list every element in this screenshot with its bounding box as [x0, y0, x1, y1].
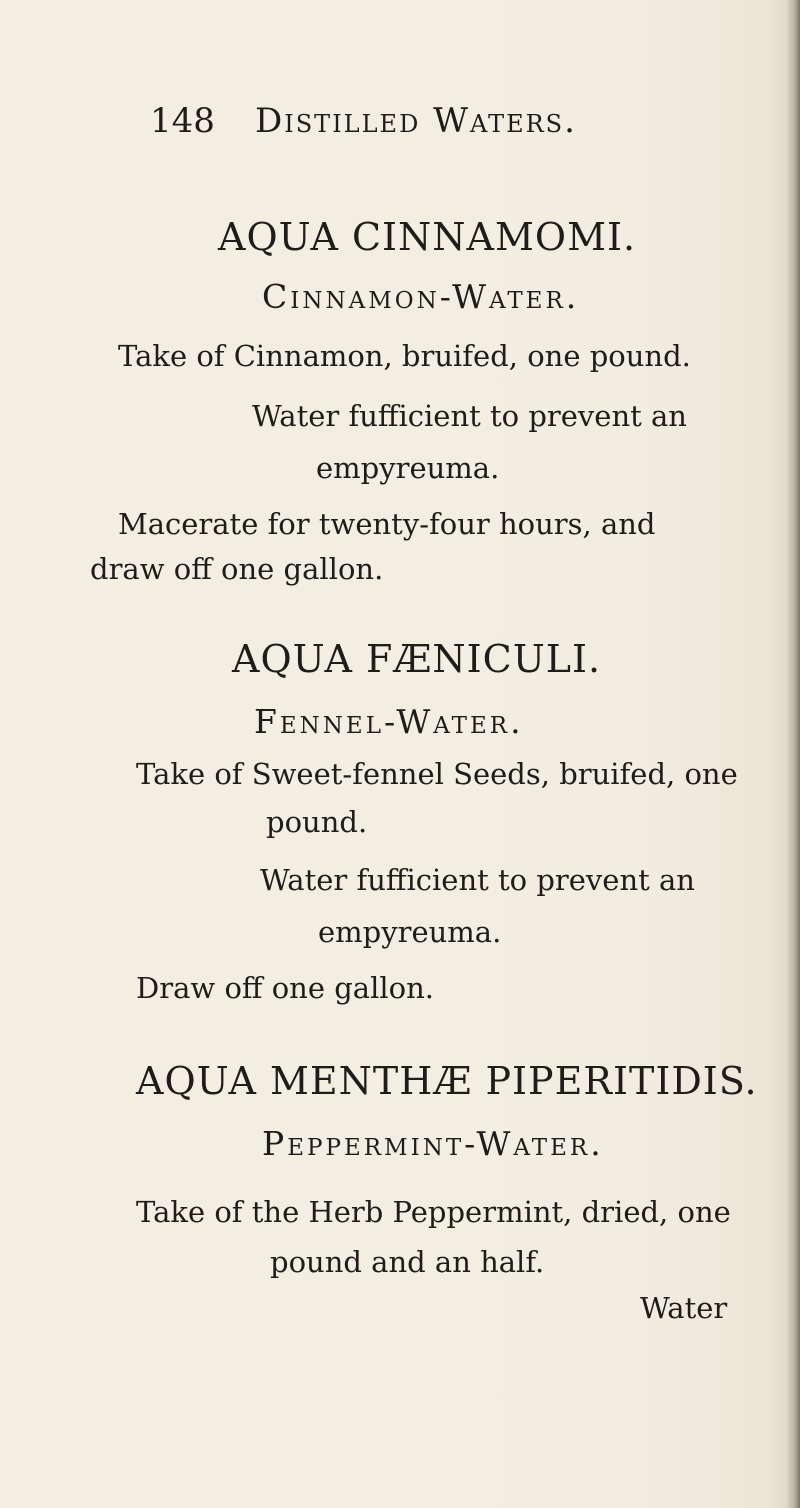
- section-subtitle-peppermint-water: Peppermint-Water.: [262, 1124, 604, 1163]
- recipe-line: pound and an half.: [270, 1245, 545, 1279]
- recipe-line: Take of the Herb Peppermint, dried, one: [136, 1195, 731, 1229]
- recipe-line: pound.: [266, 805, 368, 839]
- section-title-aqua-foeniculi: AQUA FÆNICULI.: [232, 637, 602, 681]
- catchword: Water: [640, 1291, 728, 1325]
- page-edge-shadow: [786, 0, 800, 1508]
- recipe-line: draw off one gallon.: [90, 552, 384, 586]
- recipe-line: Take of Sweet-fennel Seeds, bruifed, one: [136, 757, 738, 791]
- section-title-aqua-menthae-piperitidis: AQUA MENTHÆ PIPERITIDIS.: [136, 1059, 758, 1103]
- recipe-line: empyreuma.: [318, 915, 502, 949]
- recipe-line: Water fufficient to prevent an: [260, 863, 695, 897]
- recipe-line: Water fufficient to prevent an: [252, 399, 687, 433]
- recipe-line: Macerate for twenty-four hours, and: [118, 507, 656, 541]
- recipe-line: Take of Cinnamon, bruifed, one pound.: [118, 339, 691, 373]
- section-subtitle-fennel-water: Fennel-Water.: [254, 702, 524, 741]
- section-title-aqua-cinnamomi: AQUA CINNAMOMI.: [218, 215, 637, 259]
- section-subtitle-cinnamon-water: Cinnamon-Water.: [262, 277, 580, 316]
- recipe-line: empyreuma.: [316, 451, 500, 485]
- recipe-line: Draw off one gallon.: [136, 971, 435, 1005]
- running-title: Distilled Waters.: [255, 101, 577, 141]
- page-number: 148: [150, 101, 215, 141]
